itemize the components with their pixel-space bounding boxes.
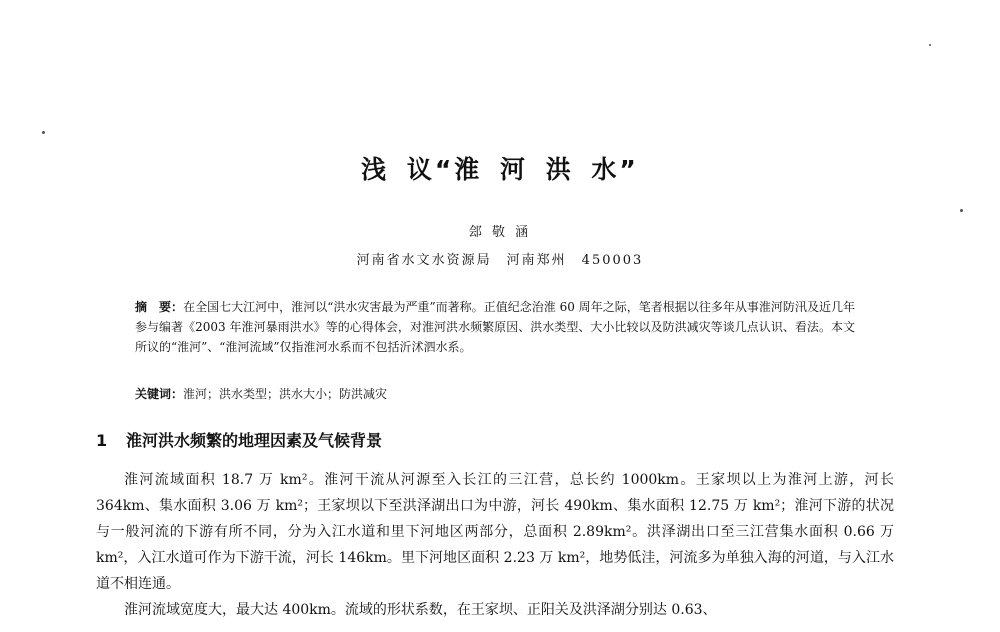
section-title: 淮河洪水频繁的地理因素及气候背景	[126, 431, 383, 450]
abstract	[135, 297, 855, 357]
author-affiliation: 河南省水文水资源局 河南郑州 450003	[356, 253, 644, 268]
scan-speck	[42, 131, 45, 134]
body-paragraph: 淮河流域面积 18.7 万 km²。淮河干流从河源至入长江的三江营，总长约 1000km。王家坝以上为淮河上游，河长 364km、集水面积 3.06 万 km²；王家坝以下至洪泽湖出口为中游，河长 490km、集水面积 12.75 万 km²；淮河下游的状况与一般河流的下游有所不同，分为入江水道和里下河地区两部分，总面积 2.89km²。洪泽湖出口至三江营集水面积 0.66 万 km²，入江水道可作为下游干流，河长 146km。里下河地区面积 2.23 万 km²，地势低洼，河流多为单独入海的河道，与入江水道不相连通。	[96, 472, 894, 592]
keywords	[135, 384, 855, 404]
section-number: 1	[96, 431, 108, 450]
keywords-label: 关键词：	[135, 387, 184, 401]
section-heading	[96, 428, 896, 451]
body-text	[96, 467, 894, 623]
scan-speck	[929, 44, 931, 46]
body-paragraph: 淮河流域宽度大，最大达 400km。流域的形状系数，在王家坝、正阳关及洪泽湖分别达 0.63、	[124, 602, 717, 618]
abstract-text: 在全国七大江河中，淮河以“洪水灾害最为严重”而著称。正值纪念治淮 60 周年之际，笔者根据以往多年从事淮河防汛及近几年参与编著《2003 年淮河暴雨洪水》等的心得体会，对淮河洪水频繁原因、洪水类型、大小比较以及防洪减灾等谈几点认识、看法。本文所议的“淮河”、“淮河流域”仅指淮河水系而不包括沂沭泗水系。	[135, 300, 855, 354]
paper-title: 浅 议“淮 河 洪 水”	[361, 155, 639, 184]
scan-speck	[960, 209, 963, 212]
abstract-label: 摘 要：	[135, 300, 184, 314]
keywords-text: 淮河；洪水类型；洪水大小；防洪减灾	[183, 387, 388, 401]
author-name: 郐 敬 涵	[468, 225, 532, 240]
